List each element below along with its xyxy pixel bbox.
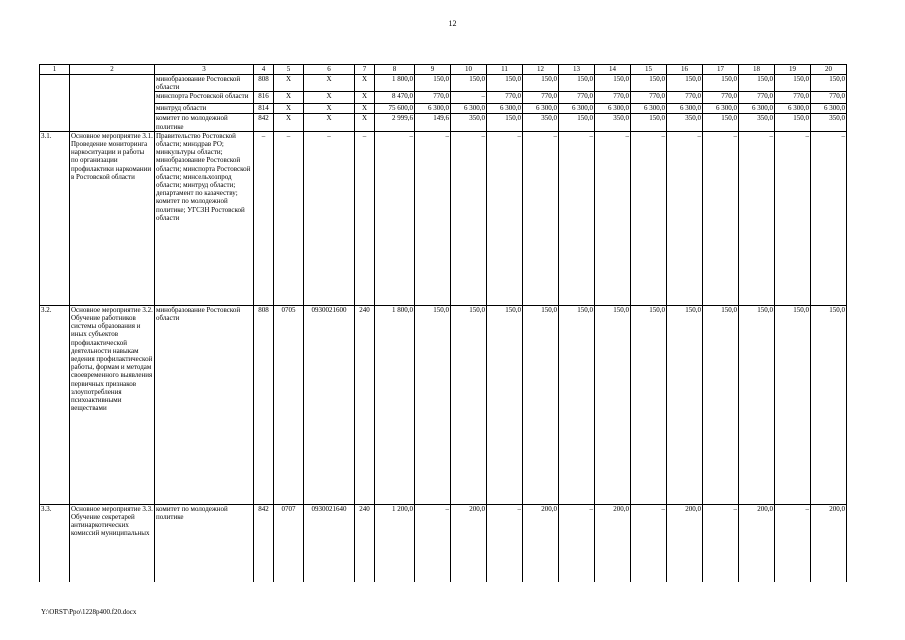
- value-cell: –: [415, 504, 451, 582]
- value-cell: –: [739, 131, 775, 305]
- column-number: 19: [775, 65, 811, 75]
- value-cell: 770,0: [631, 92, 667, 104]
- value-cell: 150,0: [775, 305, 811, 504]
- column-number: 16: [667, 65, 703, 75]
- value-cell: 350,0: [667, 114, 703, 131]
- value-cell: 150,0: [739, 75, 775, 92]
- value-cell: Х: [304, 104, 355, 114]
- value-cell: 150,0: [631, 305, 667, 504]
- value-cell: –: [559, 504, 595, 582]
- column-number: 13: [559, 65, 595, 75]
- value-cell: –: [703, 131, 739, 305]
- value-cell: 770,0: [523, 92, 559, 104]
- value-cell: 350,0: [523, 114, 559, 131]
- value-cell: 770,0: [703, 92, 739, 104]
- activity-cell: [70, 104, 155, 114]
- value-cell: 1 800,0: [375, 305, 415, 504]
- row-number-cell: 3.1.: [40, 131, 70, 305]
- value-cell: 350,0: [451, 114, 487, 131]
- value-cell: 150,0: [487, 305, 523, 504]
- value-cell: 200,0: [739, 504, 775, 582]
- value-cell: Х: [304, 92, 355, 104]
- activity-cell: [70, 92, 155, 104]
- value-cell: 240: [355, 504, 375, 582]
- value-cell: –: [375, 131, 415, 305]
- value-cell: –: [274, 131, 304, 305]
- executor-cell: комитет по молодежной политике: [155, 504, 254, 582]
- value-cell: 200,0: [667, 504, 703, 582]
- row-number-cell: [40, 114, 70, 131]
- value-cell: 350,0: [595, 114, 631, 131]
- value-cell: 6 300,0: [703, 104, 739, 114]
- column-number: 8: [375, 65, 415, 75]
- executor-cell: минспорта Ростовской области: [155, 92, 254, 104]
- value-cell: 75 600,0: [375, 104, 415, 114]
- value-cell: –: [304, 131, 355, 305]
- value-cell: –: [451, 131, 487, 305]
- value-cell: –: [703, 504, 739, 582]
- column-number: 4: [254, 65, 274, 75]
- activity-cell: Основное мероприятие 3.1. Проведение мониторинга наркоситуации и работы по организации профилактики наркомании в Ростовской области: [70, 131, 155, 305]
- value-cell: 150,0: [703, 305, 739, 504]
- executor-cell: минтруд области: [155, 104, 254, 114]
- value-cell: 6 300,0: [523, 104, 559, 114]
- value-cell: 150,0: [775, 114, 811, 131]
- value-cell: 200,0: [595, 504, 631, 582]
- value-cell: 150,0: [451, 75, 487, 92]
- column-number: 3: [155, 65, 254, 75]
- column-number: 20: [811, 65, 847, 75]
- column-number: 9: [415, 65, 451, 75]
- value-cell: 0930021600: [304, 305, 355, 504]
- value-cell: 150,0: [523, 75, 559, 92]
- value-cell: 150,0: [775, 75, 811, 92]
- column-number: 6: [304, 65, 355, 75]
- value-cell: 6 300,0: [739, 104, 775, 114]
- column-number: 10: [451, 65, 487, 75]
- value-cell: 150,0: [559, 75, 595, 92]
- value-cell: 2 999,6: [375, 114, 415, 131]
- value-cell: 150,0: [703, 75, 739, 92]
- value-cell: –: [355, 131, 375, 305]
- value-cell: 816: [254, 92, 274, 104]
- value-cell: –: [631, 504, 667, 582]
- value-cell: Х: [355, 104, 375, 114]
- column-number: 18: [739, 65, 775, 75]
- value-cell: 770,0: [775, 92, 811, 104]
- value-cell: 200,0: [811, 504, 847, 582]
- row-number-cell: 3.2.: [40, 305, 70, 504]
- table-row: [40, 504, 847, 582]
- value-cell: 808: [254, 305, 274, 504]
- column-number: 1: [40, 65, 70, 75]
- value-cell: 150,0: [595, 75, 631, 92]
- value-cell: 150,0: [559, 305, 595, 504]
- page-number: 12: [448, 19, 457, 28]
- value-cell: 770,0: [595, 92, 631, 104]
- value-cell: 8 470,0: [375, 92, 415, 104]
- value-cell: 808: [254, 75, 274, 92]
- activity-cell: Основное мероприятие 3.2. Обучение работников системы образования и иных субъектов профилактической деятельности навыкам ведения профилактической работы, формам и методам своевременного выявления первичных признаков злоупотребления психоактивными веществами: [70, 305, 155, 504]
- value-cell: 150,0: [811, 305, 847, 504]
- table-row: [40, 75, 847, 92]
- value-cell: 150,0: [451, 305, 487, 504]
- value-cell: 6 300,0: [415, 104, 451, 114]
- value-cell: –: [811, 131, 847, 305]
- row-number-cell: [40, 104, 70, 114]
- value-cell: 150,0: [415, 305, 451, 504]
- column-number: 17: [703, 65, 739, 75]
- row-number-cell: 3.3.: [40, 504, 70, 582]
- value-cell: 150,0: [487, 114, 523, 131]
- column-number: 2: [70, 65, 155, 75]
- column-number: 15: [631, 65, 667, 75]
- value-cell: 149,6: [415, 114, 451, 131]
- value-cell: –: [631, 131, 667, 305]
- value-cell: 150,0: [703, 114, 739, 131]
- value-cell: Х: [304, 114, 355, 131]
- value-cell: 6 300,0: [667, 104, 703, 114]
- value-cell: 6 300,0: [811, 104, 847, 114]
- row-number-cell: [40, 92, 70, 104]
- value-cell: Х: [355, 92, 375, 104]
- value-cell: –: [254, 131, 274, 305]
- value-cell: Х: [274, 75, 304, 92]
- value-cell: 350,0: [739, 114, 775, 131]
- value-cell: 1 800,0: [375, 75, 415, 92]
- value-cell: 842: [254, 114, 274, 131]
- value-cell: 770,0: [559, 92, 595, 104]
- value-cell: 814: [254, 104, 274, 114]
- value-cell: –: [667, 131, 703, 305]
- table-row: [40, 114, 847, 131]
- value-cell: 150,0: [811, 75, 847, 92]
- value-cell: Х: [274, 114, 304, 131]
- value-cell: –: [487, 131, 523, 305]
- column-number: 5: [274, 65, 304, 75]
- value-cell: –: [595, 131, 631, 305]
- value-cell: –: [487, 504, 523, 582]
- value-cell: 150,0: [487, 75, 523, 92]
- value-cell: –: [775, 504, 811, 582]
- value-cell: 150,0: [667, 305, 703, 504]
- activity-cell: [70, 75, 155, 92]
- value-cell: Х: [355, 114, 375, 131]
- value-cell: 150,0: [667, 75, 703, 92]
- row-number-cell: [40, 75, 70, 92]
- column-number: 11: [487, 65, 523, 75]
- value-cell: 150,0: [631, 114, 667, 131]
- value-cell: –: [451, 92, 487, 104]
- value-cell: 6 300,0: [559, 104, 595, 114]
- value-cell: 770,0: [415, 92, 451, 104]
- value-cell: 0707: [274, 504, 304, 582]
- value-cell: Х: [274, 104, 304, 114]
- value-cell: –: [415, 131, 451, 305]
- column-number: 7: [355, 65, 375, 75]
- value-cell: 6 300,0: [451, 104, 487, 114]
- value-cell: –: [775, 131, 811, 305]
- value-cell: Х: [355, 75, 375, 92]
- executor-cell: комитет по молодежной политике: [155, 114, 254, 131]
- table-row: [40, 305, 847, 504]
- budget-table: [39, 64, 847, 582]
- table-row: [40, 104, 847, 114]
- value-cell: 150,0: [595, 305, 631, 504]
- value-cell: 0705: [274, 305, 304, 504]
- value-cell: 240: [355, 305, 375, 504]
- value-cell: –: [523, 131, 559, 305]
- value-cell: 200,0: [523, 504, 559, 582]
- value-cell: 150,0: [739, 305, 775, 504]
- activity-cell: [70, 114, 155, 131]
- value-cell: 150,0: [523, 305, 559, 504]
- value-cell: 842: [254, 504, 274, 582]
- activity-cell: Основное мероприятие 3.3. Обучение секретарей антинаркотических комиссий муниципальных: [70, 504, 155, 582]
- value-cell: 6 300,0: [775, 104, 811, 114]
- value-cell: 350,0: [811, 114, 847, 131]
- value-cell: 150,0: [631, 75, 667, 92]
- column-number: 12: [523, 65, 559, 75]
- value-cell: 770,0: [487, 92, 523, 104]
- table-row: [40, 131, 847, 305]
- executor-cell: минобразование Ростовской области: [155, 305, 254, 504]
- value-cell: 770,0: [667, 92, 703, 104]
- executor-cell: Правительство Ростовской области; минздрав РО; минкультуры области; минобразование Ростовской области; минспорта Ростовской области; минсельхозпрод области; минтруд области; департамент по казачеству; комитет по молодежной политике; УГСЗН Ростовской области: [155, 131, 254, 305]
- table-header-row: [40, 65, 847, 75]
- column-number: 14: [595, 65, 631, 75]
- table-row: [40, 92, 847, 104]
- value-cell: 6 300,0: [487, 104, 523, 114]
- value-cell: Х: [304, 75, 355, 92]
- document-path: Y:\ORST\Ppo\1228p400.f20.docx: [41, 608, 137, 616]
- value-cell: Х: [274, 92, 304, 104]
- value-cell: 0930021640: [304, 504, 355, 582]
- value-cell: 150,0: [559, 114, 595, 131]
- executor-cell: минобразование Ростовской области: [155, 75, 254, 92]
- value-cell: –: [559, 131, 595, 305]
- value-cell: 150,0: [415, 75, 451, 92]
- value-cell: 770,0: [811, 92, 847, 104]
- value-cell: 200,0: [451, 504, 487, 582]
- value-cell: 6 300,0: [595, 104, 631, 114]
- value-cell: 1 200,0: [375, 504, 415, 582]
- value-cell: 6 300,0: [631, 104, 667, 114]
- value-cell: 770,0: [739, 92, 775, 104]
